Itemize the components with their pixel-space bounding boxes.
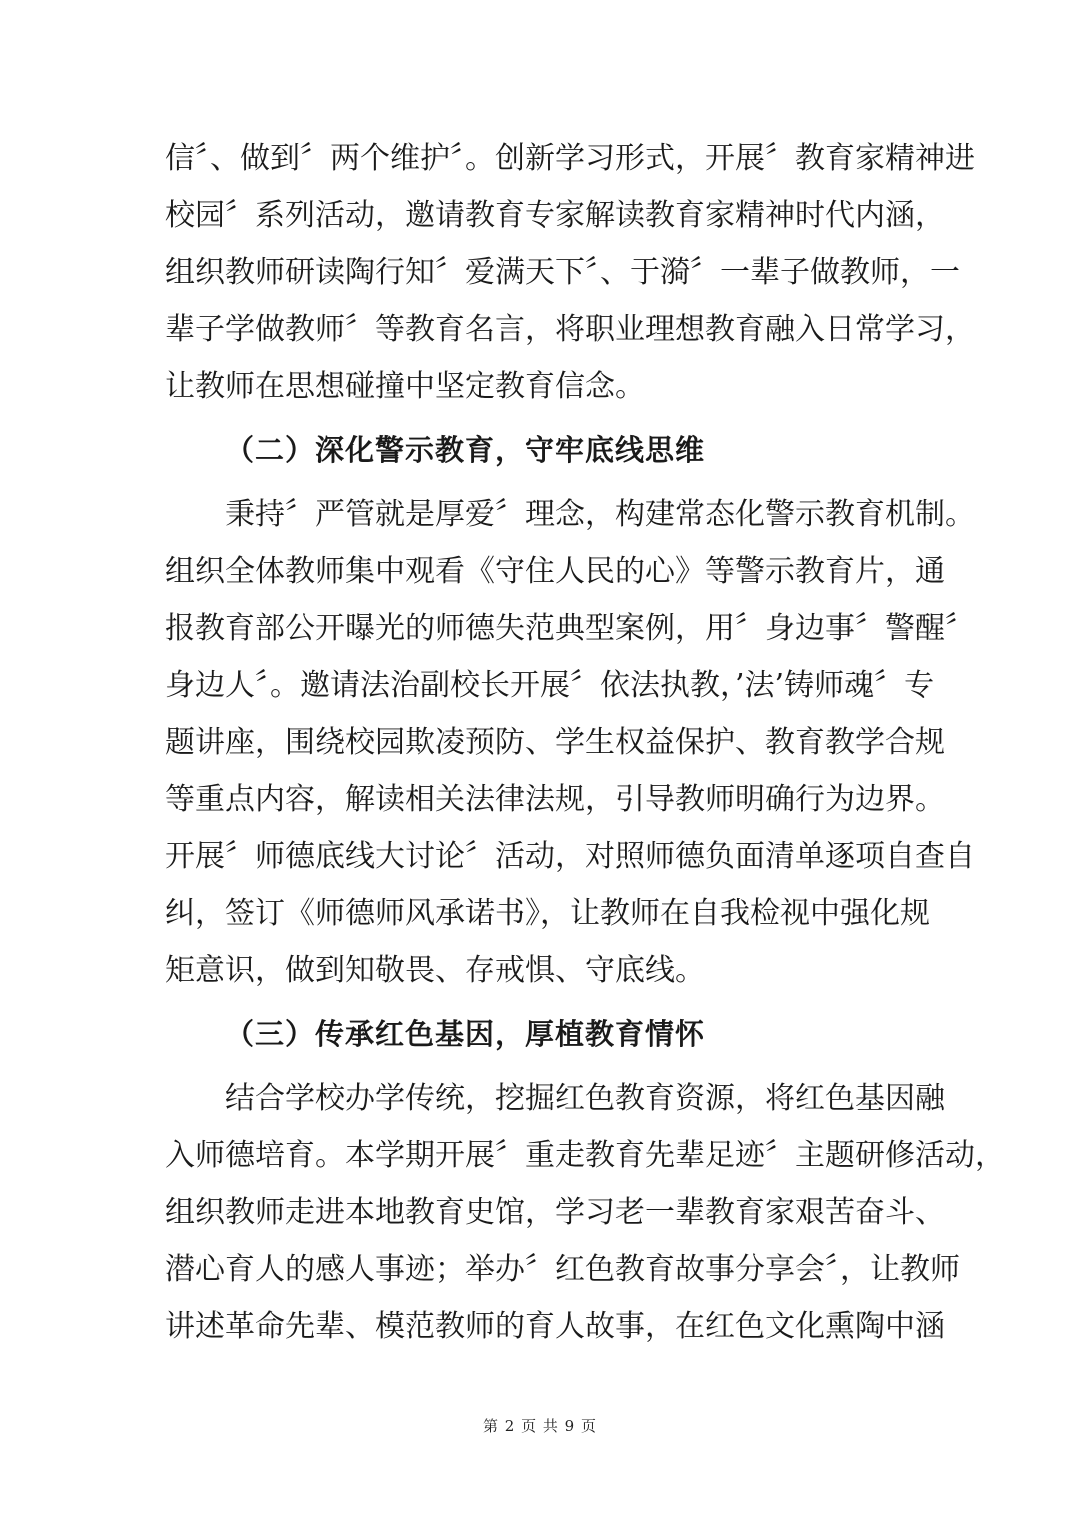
paragraph-line: 秉持〞严管就是厚爱〞理念，构建常态化警示教育机制。	[225, 497, 975, 532]
page-content	[165, 130, 1005, 1355]
paragraph-line: 信〞、做到〞两个维护〞。创新学习形式，开展〞教育家精神进	[165, 141, 975, 176]
paragraph-line: 开展〞师德底线大讨论〞活动，对照师德负面清单逐项自查自	[165, 839, 975, 874]
paragraph-line: 身边人〞。邀请法治副校长开展〞依法执教，’法’铸师魂〞专	[165, 668, 935, 703]
paragraph-3	[165, 1070, 1005, 1355]
paragraph-line: 潜心育人的感人事迹；举办〞红色教育故事分享会〞，让教师	[165, 1252, 960, 1287]
paragraph-line: 结合学校办学传统，挖掘红色教育资源，将红色基因融	[225, 1081, 945, 1116]
paragraph-line: 辈子学做教师〞等教育名言，将职业理想教育融入日常学习，	[165, 312, 975, 347]
paragraph-line: 组织全体教师集中观看《守住人民的心》等警示教育片，通	[165, 554, 945, 589]
paragraph-line: 讲述革命先辈、模范教师的育人故事，在红色文化熏陶中涵	[165, 1309, 945, 1344]
paragraph-line: 题讲座，围绕校园欺凌预防、学生权益保护、教育教学合规	[165, 725, 945, 760]
section-heading-3: （三）传承红色基因，厚植教育情怀	[225, 1017, 706, 1051]
paragraph-line: 校园〞系列活动，邀请教育专家解读教育家精神时代内涵，	[165, 198, 945, 233]
paragraph-2	[165, 486, 975, 999]
page-number-footer: 第 2 页 共 9 页	[483, 1417, 597, 1435]
paragraph-line: 纠，签订《师德师风承诺书》，让教师在自我检视中强化规	[165, 896, 930, 931]
paragraph-line: 组织教师研读陶行知〞爱满天下〞、于漪〞一辈子做教师，一	[165, 255, 960, 290]
section-heading-2: （二）深化警示教育，守牢底线思维	[225, 433, 706, 467]
paragraph-line: 报教育部公开曝光的师德失范典型案例，用〞身边事〞警醒〞	[165, 611, 975, 646]
paragraph-line: 组织教师走进本地教育史馆，学习老一辈教育家艰苦奋斗、	[165, 1195, 945, 1230]
paragraph-line: 入师德培育。本学期开展〞重走教育先辈足迹〞主题研修活动，	[165, 1138, 1005, 1173]
paragraph-line: 让教师在思想碰撞中坚定教育信念。	[165, 369, 645, 404]
paragraph-line: 矩意识，做到知敬畏、存戒惧、守底线。	[165, 953, 705, 988]
paragraph-line: 等重点内容，解读相关法律法规，引导教师明确行为边界。	[165, 782, 945, 817]
paragraph-1	[165, 130, 975, 415]
